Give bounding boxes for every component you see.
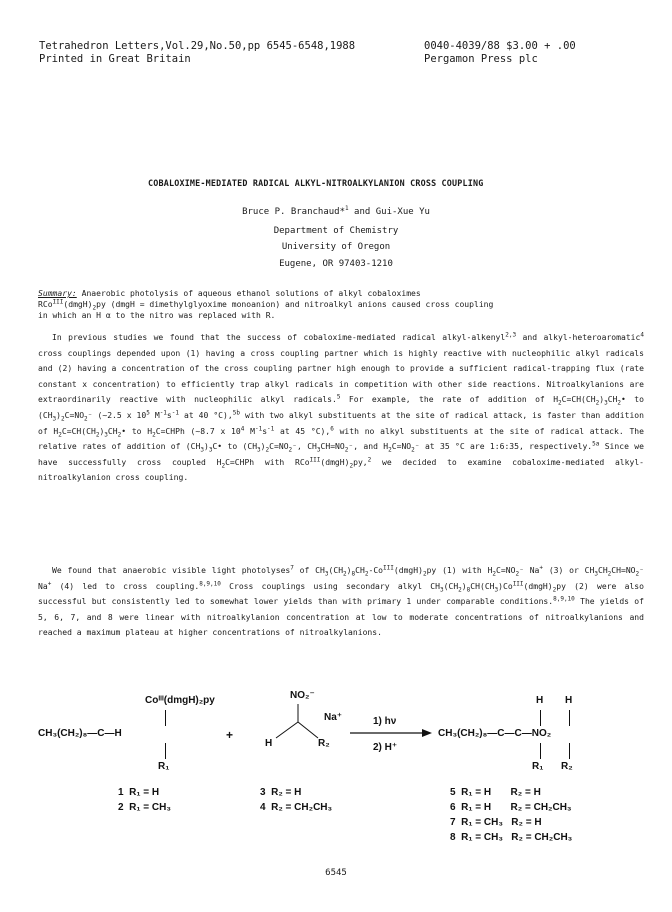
- reaction-scheme: [0, 690, 672, 860]
- address: Eugene, OR 97403-1210: [279, 259, 393, 269]
- bond-line: [165, 743, 166, 759]
- department: Department of Chemistry: [273, 226, 399, 236]
- bond-line: [540, 743, 541, 759]
- compound-8: 8 R₁ = CH₃ R₂ = CH₂CH₃: [450, 832, 573, 843]
- paragraph-1: In previous studies we found that the success of cobaloxime-mediated radical alkyl-alkenyl$^{2,3}$ and alkyl-heteroaromatic$^4$ cross couplings depended upon (1) having a cross coupling partner which is highly reactive with nucleophilic alkyl radicals and (2) having a concentration of the cross coupling partner high enough to provide a sufficient radical-trapping flux (rate constant x concentration) to efficiently trap alkyl radicals in competition with other side reactions. Nitroalkylanions are extraordinarily reactive with nucleophilic alkyl radicals.$^5$ For example, the rate of addition of $H_2C=CH(CH_2)_3CH_2•$ to $(CH_3)_2C=NO_2^-$ (~2.5 x $10^5$ $M^{-1}s^{-1}$ at 40 °C),$^{5b}$ with two alkyl substituents at the site of radical attack, is faster than addition of $H_2C=CH(CH_2)_3CH_2•$ to $H_2C=CHPh$ (~8.7 x $10^4$ $M^{-1}s^{-1}$ at 45 °C),$^6$ with no alkyl substituents at the site of radical attack. The relative rates of addition of $(CH_3)_3C•$ to $(CH_3)_2C=NO_2^-$, $CH_3CH=NO_2^-$, and $H_2C=NO_2^-$ at 35 °C are 1:6:35, respectively.$^{5a}$ Since we have successfully cross coupled $H_2C=CHPh$ with $RCo^{III}(dmgH)_2py,^2$ we decided to examine cobaloxime-mediated alkyl-nitroalkylanion cross coupling.: [38, 331, 645, 483]
- plus-sign: +: [226, 728, 234, 742]
- author-names: Bruce P. Branchaud*$^1$ and Gui-Xue Yu: [242, 205, 430, 217]
- compound-2: 2 R₁ = CH₃: [118, 802, 171, 813]
- journal-citation: Tetrahedron Letters,Vol.29,No.50,pp 6545-6548,1988: [39, 40, 356, 52]
- article-title: COBALOXIME-MEDIATED RADICAL ALKYL-NITROALKYLANION CROSS COUPLING: [148, 178, 484, 188]
- compound-1: 1 R₁ = H: [118, 787, 160, 798]
- h-atom: H: [265, 738, 273, 749]
- bond-line: [540, 710, 541, 726]
- summary: Summary: Anaerobic photolysis of aqueous ethanol solutions of alkyl cobaloximes $RCo^{III}(dmgH)_2py$ (dmgH = dimethylglyoxime monoanion) and nitroalkyl anions caused cross coupling in which an H α to the nitro was replaced with R.: [38, 289, 494, 320]
- r1-label: R₁: [158, 761, 170, 772]
- compound-5: 5 R₁ = H R₂ = H: [450, 787, 541, 798]
- bond-line: [569, 743, 570, 759]
- step-1: 1) hν: [373, 716, 397, 727]
- product-r2: R₂: [561, 761, 573, 772]
- compound-4: 4 R₂ = CH₂CH₃: [260, 802, 333, 813]
- product-h2: H: [565, 695, 573, 706]
- step-2: 2) H⁺: [373, 742, 398, 753]
- alkyl-chain: CH₃(CH₂)₈—C—H: [38, 728, 122, 739]
- cobaloxime-group: Coᴵᴵᴵ(dmgH)₂py: [145, 695, 215, 706]
- page-number: 6545: [325, 868, 347, 878]
- paragraph-2: We found that anaerobic visible light photolyses$^7$ of $CH_3(CH_2)_8CH_2-Co^{III}(dmgH)_2py$ (1) with $H_2C=NO_2^-$ Na+ (3) or $CH_3CH_2CH=NO_2^-$ Na+ (4) led to cross coupling.$^{8,9,10}$ Cross couplings using secondary alkyl $CH_3(CH_2)_8CH(CH_3)Co^{III}(dmgH)_2py$ (2) were also successful but consistently led to somewhat lower yields than with primary 1 under comparable conditions.$^{8,9,10}$ The yields of 5, 6, 7, and 8 were linear with nitroalkylanion concentration at low to moderate concentrations of nitroalkylanions and reached a maximum plateau at higher concentrations of nitroalkylanions.: [38, 564, 645, 638]
- reaction-arrow: [350, 728, 432, 738]
- publisher: Pergamon Press plc: [424, 53, 538, 65]
- compound-7: 7 R₁ = CH₃ R₂ = H: [450, 817, 542, 828]
- compound-6: 6 R₁ = H R₂ = CH₂CH₃: [450, 802, 572, 813]
- bond-line: [165, 710, 166, 726]
- compound-3: 3 R₂ = H: [260, 787, 302, 798]
- product-chain: CH₃(CH₂)₈—C—C—NO₂: [438, 728, 552, 739]
- product-h1: H: [536, 695, 544, 706]
- issn-price: 0040-4039/88 $3.00 + .00: [424, 40, 576, 52]
- printed-in-line: Printed in Great Britain: [39, 53, 191, 65]
- university: University of Oregon: [281, 242, 391, 252]
- nitro-group: NO₂⁻: [290, 690, 315, 701]
- bond-line: [569, 710, 570, 726]
- r2-label: R₂: [318, 738, 330, 749]
- product-r1: R₁: [532, 761, 544, 772]
- sodium-ion: Na⁺: [324, 712, 343, 723]
